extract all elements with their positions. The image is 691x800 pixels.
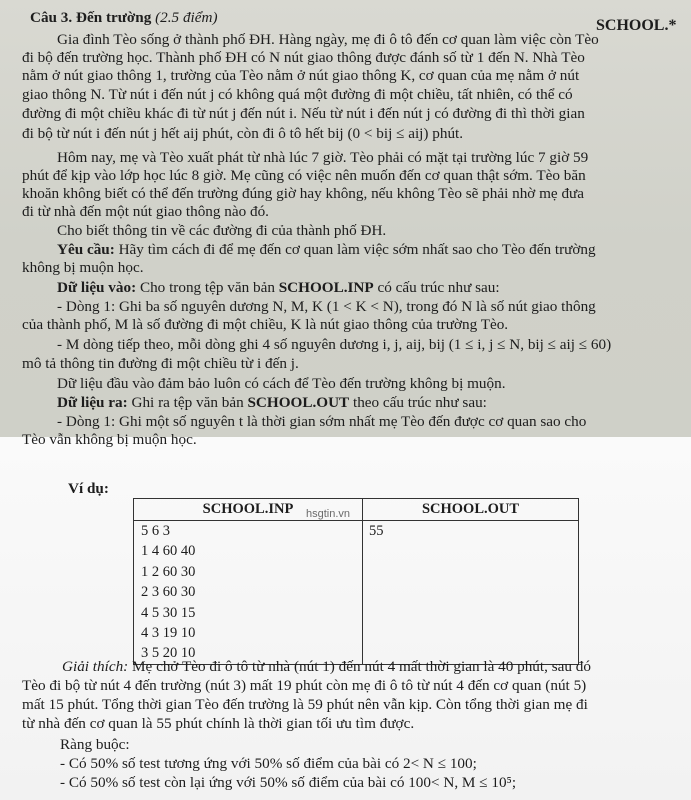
output-heading: Dữ liệu ra: Ghi ra tệp văn bản SCHOOL.OUT theo cấu trúc như sau: — [57, 394, 487, 411]
inp-line: 4 5 30 15 — [141, 604, 196, 621]
problem-filename: SCHOOL.* — [596, 17, 677, 34]
guarantee-line: Dữ liệu đầu vào đảm bảo luôn có cách để Tèo đến trường không bị muộn. — [57, 375, 506, 392]
explanation-line-1: Giải thích: Mẹ chở Tèo đi ô tô từ nhà (nút 1) đến nút 4 mất thời gian là 40 phút, sau đó — [62, 658, 591, 675]
p2-line-2: phút để kịp vào lớp học lúc 8 giờ. Mẹ cũng có việc nên muốn đến cơ quan thật sớm. Tèo băn — [22, 167, 586, 184]
p1-line-4: giao thông N. Từ nút i đến nút j có không quá một đường đi một chiều, tất nhiên, có thể có — [22, 86, 573, 103]
input-heading: Dữ liệu vào: Cho trong tệp văn bản SCHOOL.INP có cấu trúc như sau: — [57, 279, 500, 296]
example-label: Ví dụ: — [68, 480, 109, 497]
p2-line-4: đi từ nhà đến một nút giao thông nào đó. — [22, 203, 269, 220]
input-line2-a: - M dòng tiếp theo, mỗi dòng ghi 4 số nguyên dương i, j, aij, bij (1 ≤ i, j ≤ N, bij ≤ aij ≤ 60) — [57, 336, 612, 353]
constraint-1: - Có 50% số test tương ứng với 50% số điểm của bài có 2< N ≤ 100; — [60, 755, 477, 772]
col-inp-header: SCHOOL.INP — [134, 499, 363, 521]
input-line1-a: - Dòng 1: Ghi ba số nguyên dương N, M, K (1 < K < N), trong đó N là số nút giao thông — [57, 298, 596, 315]
problem-title: Câu 3. Đến trường (2.5 điểm) — [30, 9, 218, 26]
constraints-label: Ràng buộc: — [60, 736, 130, 753]
inp-cell — [134, 521, 363, 665]
requirement-line-1: Yêu cầu: Hãy tìm cách đi để mẹ đến cơ quan làm việc sớm nhất sao cho Tèo đến trường — [57, 241, 596, 258]
example-table — [133, 498, 579, 665]
out-cell — [363, 521, 579, 665]
p2-line-3: khoăn không biết có thể đến trường đúng giờ hay không, nếu không Tèo sẽ phải nhờ mẹ đưa — [22, 185, 585, 202]
p1-line-5: đường đi một chiều khác đi từ nút j đến nút i. Nếu từ nút i đến nút j có đường đi thì thời gian — [22, 105, 585, 122]
input-line2-b: mô tả thông tin đường đi một chiều từ i đến j. — [22, 355, 299, 372]
p1-line-2: đi bộ đến trường học. Thành phố ĐH có N nút giao thông được đánh số từ 1 đến N. Nhà Tèo — [22, 49, 585, 66]
p1-line-3: nằm ở nút giao thông 1, trường của Tèo nằm ở nút giao thông K, cơ quan của mẹ nằm ở nút — [22, 67, 580, 84]
p1-line-6: đi bộ từ nút i đến nút j hết aij phút, còn đi ô tô hết bij (0 < bij ≤ aij) phút. — [22, 125, 464, 142]
col-out-header: SCHOOL.OUT — [363, 499, 579, 521]
p3-line: Cho biết thông tin về các đường đi của thành phố ĐH. — [57, 222, 387, 239]
p2-line-1: Hôm nay, mẹ và Tèo xuất phát từ nhà lúc 7 giờ. Tèo phải có mặt tại trường lúc 7 giờ 59 — [57, 149, 589, 166]
inp-line: 1 4 60 40 — [141, 543, 196, 560]
output-line1-a: - Dòng 1: Ghi một số nguyên t là thời gian sớm nhất mẹ Tèo đến được cơ quan sao cho — [57, 413, 587, 430]
explanation-line-3: mất 15 phút. Tổng thời gian Tèo đến trường là 59 phút nên vẫn kịp. Còn tổng thời gian mẹ đi — [22, 696, 588, 713]
out-line: 55 — [369, 523, 384, 539]
explanation-line-2: Tèo đi bộ từ nút 4 đến trường (nút 3) mất 19 phút còn mẹ đi ô tô từ nút 4 đến cơ quan (nút 5) — [22, 677, 587, 694]
inp-line: 3 5 20 10 — [141, 645, 196, 662]
explanation-line-4: từ nhà đến cơ quan là 55 phút chính là thời gian tối ưu tìm được. — [22, 715, 415, 732]
inp-line: 4 3 19 10 — [141, 624, 196, 641]
inp-line: 5 6 3 — [141, 523, 170, 539]
inp-line: 2 3 60 30 — [141, 584, 196, 601]
watermark: hsgtin.vn — [306, 508, 351, 520]
p1-line-1: Gia đình Tèo sống ở thành phố ĐH. Hàng ngày, mẹ đi ô tô đến cơ quan làm việc còn Tèo — [57, 31, 599, 48]
output-line1-b: Tèo vẫn không bị muộn học. — [22, 431, 197, 448]
requirement-line-2: không bị muộn học. — [22, 259, 144, 276]
inp-line: 1 2 60 30 — [141, 563, 196, 580]
input-line1-b: của thành phố, M là số đường đi một chiều, K là nút giao thông của trường Tèo. — [22, 316, 509, 333]
constraint-2: - Có 50% số test còn lại ứng với 50% số điểm của bài có 100< N, M ≤ 10⁵; — [60, 774, 517, 791]
